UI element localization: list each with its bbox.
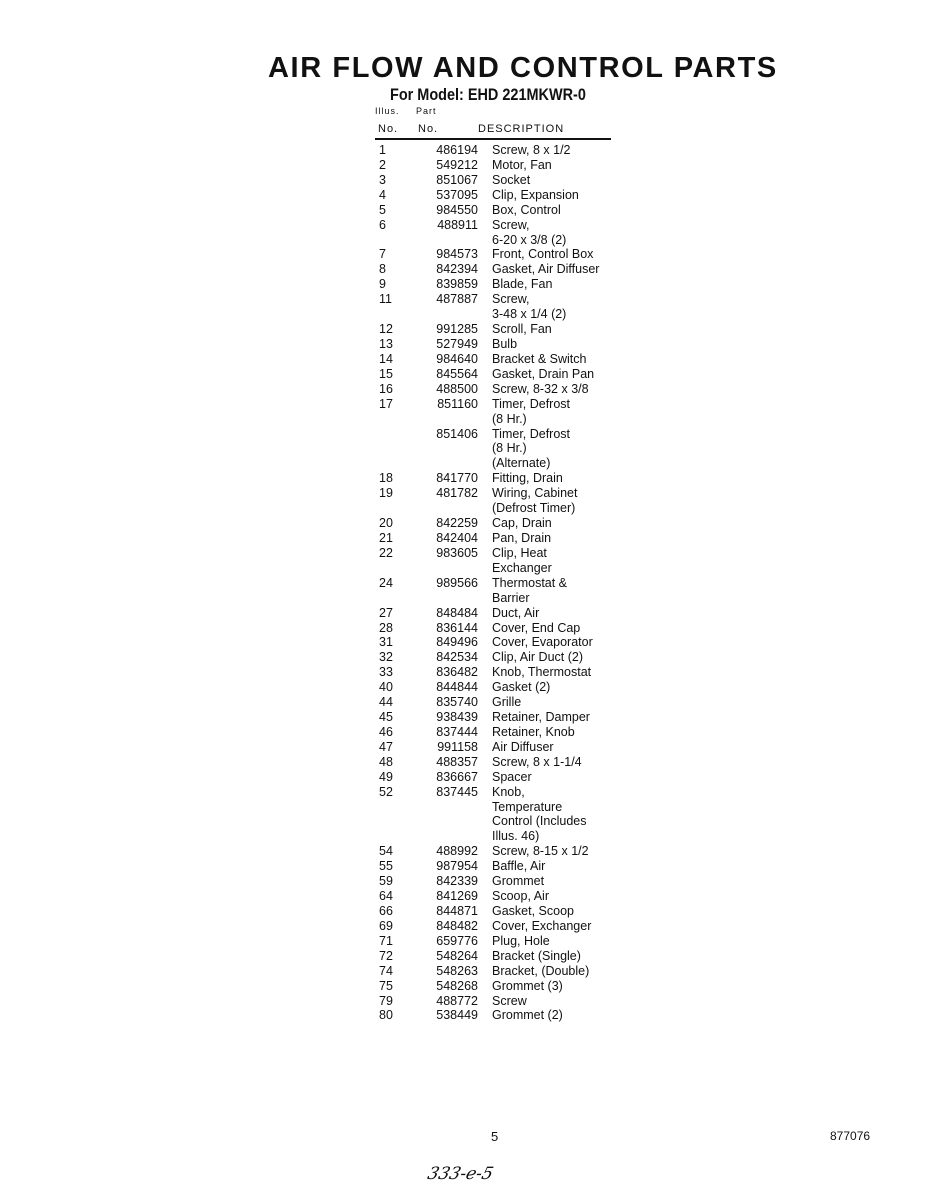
illus-number: 49 <box>379 769 393 784</box>
illus-number: 12 <box>379 322 393 337</box>
part-description: Plug, Hole <box>492 933 550 948</box>
part-number: 486194 <box>436 143 478 157</box>
part-description: Illus. 46) <box>492 829 540 844</box>
illus-number: 20 <box>379 516 393 531</box>
part-description: Cover, Exchanger <box>492 918 592 933</box>
illus-number: 21 <box>379 530 393 545</box>
table-row <box>370 292 630 307</box>
part-description: Exchanger <box>492 560 552 575</box>
table-row <box>370 173 630 188</box>
illus-number: 4 <box>379 187 386 202</box>
part-number: 848484 <box>436 605 478 620</box>
part-number: 527949 <box>436 336 478 351</box>
table-row <box>370 471 630 486</box>
table-row <box>370 844 630 859</box>
part-number: 984640 <box>436 351 478 366</box>
table-row <box>370 337 630 352</box>
part-number: 842259 <box>436 516 478 531</box>
part-description: Bracket & Switch <box>492 351 587 366</box>
part-description: Screw <box>492 993 527 1008</box>
illus-number: 16 <box>379 381 393 396</box>
part-description: Clip, Air Duct (2) <box>492 650 583 665</box>
part-number: 987954 <box>436 859 478 874</box>
illus-number: 74 <box>379 963 393 978</box>
table-row <box>370 695 630 710</box>
part-number: 841269 <box>436 889 478 904</box>
handwritten-note: 333-e-5 <box>425 1164 496 1184</box>
part-description: Socket <box>492 172 531 187</box>
illus-number: 13 <box>379 336 393 351</box>
illus-number: 19 <box>379 486 393 501</box>
part-description: Grille <box>492 695 522 710</box>
table-row <box>370 770 630 785</box>
part-description: Fitting, Drain <box>492 471 563 486</box>
part-number: 548264 <box>436 948 478 963</box>
part-description: 3-48 x 1/4 (2) <box>492 307 567 322</box>
part-description: (8 Hr.) <box>492 441 527 456</box>
illus-number: 8 <box>379 262 386 277</box>
header-part-label: Part <box>416 106 437 116</box>
table-row <box>370 352 630 367</box>
table-row-continuation <box>370 814 630 829</box>
part-description: Scoop, Air <box>492 889 549 904</box>
part-description: Cover, End Cap <box>492 620 581 635</box>
table-row <box>370 680 630 695</box>
part-number: 549212 <box>436 157 478 172</box>
illus-number: 72 <box>379 948 393 963</box>
table-row-continuation <box>370 800 630 815</box>
part-description: Duct, Air <box>492 605 540 620</box>
table-row <box>370 949 630 964</box>
illus-number: 22 <box>379 545 393 560</box>
part-description: Timer, Defrost <box>492 396 571 411</box>
illus-number: 64 <box>379 889 393 904</box>
illus-number: 69 <box>379 918 393 933</box>
illus-number: 24 <box>379 575 393 590</box>
illus-number: 6 <box>379 217 386 232</box>
part-description: Air Diffuser <box>492 739 554 754</box>
table-row <box>370 665 630 680</box>
table-row <box>370 725 630 740</box>
illus-number: 17 <box>379 396 393 411</box>
part-description: Clip, Expansion <box>492 187 579 202</box>
table-row <box>370 277 630 292</box>
table-row <box>370 919 630 934</box>
illus-number: 5 <box>379 202 386 217</box>
table-row <box>370 203 630 218</box>
part-number: 851160 <box>437 396 478 411</box>
part-number: 836482 <box>436 665 478 680</box>
header-part-no: No. <box>418 123 439 135</box>
part-description: Barrier <box>492 590 530 605</box>
table-row <box>370 247 630 262</box>
part-number: 938439 <box>436 710 478 725</box>
part-number: 842339 <box>436 874 478 889</box>
table-row <box>370 889 630 904</box>
illus-number: 1 <box>379 143 386 157</box>
table-row <box>370 546 630 561</box>
part-number: 487887 <box>436 292 478 307</box>
part-description: (Alternate) <box>492 456 551 471</box>
illus-number: 15 <box>379 366 393 381</box>
part-description: Retainer, Knob <box>492 724 575 739</box>
illus-number: 79 <box>379 993 393 1008</box>
table-row <box>370 994 630 1009</box>
part-description: Spacer <box>492 769 532 784</box>
part-description: Screw, 8 x 1-1/4 <box>492 754 582 769</box>
table-row <box>370 218 630 233</box>
document-number: 877076 <box>830 1129 871 1143</box>
illus-number: 27 <box>379 605 393 620</box>
part-number: 488357 <box>436 754 478 769</box>
part-description: Box, Control <box>492 202 561 217</box>
part-number: 488772 <box>436 993 478 1008</box>
table-row <box>370 755 630 770</box>
header-illus-label: Illus. <box>375 106 400 116</box>
part-number: 488911 <box>437 217 478 232</box>
part-number: 659776 <box>436 933 478 948</box>
part-description: Bulb <box>492 336 518 351</box>
part-description: Bracket (Single) <box>492 948 581 963</box>
part-description: Clip, Heat <box>492 545 547 560</box>
table-row <box>370 188 630 203</box>
part-number: 842404 <box>436 530 478 545</box>
part-description: Timer, Defrost <box>492 426 571 441</box>
illus-number: 48 <box>379 754 393 769</box>
page-title: AIR FLOW AND CONTROL PARTS <box>268 52 778 84</box>
table-row <box>370 874 630 889</box>
illus-number: 71 <box>379 933 393 948</box>
table-row <box>370 158 630 173</box>
part-number: 841770 <box>436 471 478 486</box>
part-description: Screw, <box>492 292 530 307</box>
table-row-continuation <box>370 441 630 456</box>
part-number: 537095 <box>436 187 478 202</box>
illus-number: 2 <box>379 157 386 172</box>
part-description: Gasket, Scoop <box>492 904 574 919</box>
illus-number: 14 <box>379 351 393 366</box>
part-description: Baffle, Air <box>492 859 546 874</box>
table-row-continuation <box>370 233 630 248</box>
part-number: 851067 <box>436 172 478 187</box>
table-row-continuation <box>370 561 630 576</box>
header-illus-no: No. <box>378 123 399 135</box>
part-description: Gasket, Air Diffuser <box>492 262 600 277</box>
table-row <box>370 397 630 412</box>
part-number: 842534 <box>436 650 478 665</box>
table-row <box>370 516 630 531</box>
part-number: 488992 <box>436 844 478 859</box>
illus-number: 18 <box>379 471 393 486</box>
part-description: Gasket, Drain Pan <box>492 366 595 381</box>
part-description: Motor, Fan <box>492 157 552 172</box>
illus-number: 54 <box>379 844 393 859</box>
table-row <box>370 1008 630 1023</box>
table-row <box>370 740 630 755</box>
table-row <box>370 143 630 158</box>
part-number: 481782 <box>436 486 478 501</box>
part-number: 989566 <box>436 575 478 590</box>
table-row <box>370 367 630 382</box>
table-row <box>370 322 630 337</box>
part-description: Pan, Drain <box>492 530 552 545</box>
illus-number: 44 <box>379 695 393 710</box>
table-row <box>370 859 630 874</box>
part-description: Screw, 8 x 1/2 <box>492 143 571 157</box>
table-row <box>370 531 630 546</box>
part-description: Wiring, Cabinet <box>492 486 578 501</box>
illus-number: 55 <box>379 859 393 874</box>
part-description: Screw, 8-32 x 3/8 <box>492 381 589 396</box>
table-row <box>370 606 630 621</box>
table-row <box>370 576 630 591</box>
part-number: 844844 <box>436 680 478 695</box>
illus-number: 28 <box>379 620 393 635</box>
part-description: Temperature <box>492 799 563 814</box>
table-row <box>370 650 630 665</box>
table-row <box>370 934 630 949</box>
part-description: Bracket, (Double) <box>492 963 590 978</box>
part-number: 845564 <box>436 366 478 381</box>
illus-number: 33 <box>379 665 393 680</box>
illus-number: 59 <box>379 874 393 889</box>
part-description: Grommet <box>492 874 545 889</box>
part-description: Cap, Drain <box>492 516 552 531</box>
table-row <box>370 486 630 501</box>
illus-number: 3 <box>379 172 386 187</box>
model-subtitle: For Model: EHD 221MKWR-0 <box>390 85 586 104</box>
parts-table <box>370 143 630 1023</box>
part-description: Screw, <box>492 217 530 232</box>
table-row <box>370 710 630 725</box>
header-description: DESCRIPTION <box>478 123 565 135</box>
part-description: (Defrost Timer) <box>492 501 576 516</box>
part-description: Knob, Thermostat <box>492 665 592 680</box>
table-row-continuation <box>370 307 630 322</box>
part-description: Scroll, Fan <box>492 322 552 337</box>
part-description: (8 Hr.) <box>492 411 527 426</box>
part-number: 851406 <box>436 426 478 441</box>
table-row-continuation <box>370 829 630 844</box>
part-description: Retainer, Damper <box>492 710 590 725</box>
illus-number: 32 <box>379 650 393 665</box>
part-description: Grommet (3) <box>492 978 563 993</box>
illus-number: 80 <box>379 1008 393 1023</box>
part-number: 488500 <box>436 381 478 396</box>
part-description: Control (Includes <box>492 814 587 829</box>
illus-number: 40 <box>379 680 393 695</box>
part-number: 842394 <box>436 262 478 277</box>
part-number: 991158 <box>437 739 478 754</box>
part-number: 837445 <box>436 784 478 799</box>
table-row <box>370 904 630 919</box>
part-number: 844871 <box>436 904 478 919</box>
part-number: 548268 <box>436 978 478 993</box>
table-row <box>370 427 630 442</box>
illus-number: 75 <box>379 978 393 993</box>
table-row <box>370 635 630 650</box>
illus-number: 66 <box>379 904 393 919</box>
part-number: 538449 <box>436 1008 478 1023</box>
illus-number: 45 <box>379 710 393 725</box>
part-description: Cover, Evaporator <box>492 635 593 650</box>
part-description: Knob, <box>492 784 525 799</box>
part-description: Front, Control Box <box>492 247 594 262</box>
part-number: 839859 <box>436 277 478 292</box>
header-divider <box>375 138 611 140</box>
illus-number: 52 <box>379 784 393 799</box>
part-description: Blade, Fan <box>492 277 553 292</box>
table-row-continuation <box>370 591 630 606</box>
table-row <box>370 979 630 994</box>
part-number: 835740 <box>436 695 478 710</box>
table-row-continuation <box>370 456 630 471</box>
table-row <box>370 382 630 397</box>
table-row <box>370 621 630 636</box>
part-number: 991285 <box>436 322 478 337</box>
illus-number: 46 <box>379 724 393 739</box>
part-number: 848482 <box>436 918 478 933</box>
table-row <box>370 785 630 800</box>
part-description: Screw, 8-15 x 1/2 <box>492 844 589 859</box>
part-description: Thermostat & <box>492 575 568 590</box>
part-number: 849496 <box>436 635 478 650</box>
part-number: 984573 <box>436 247 478 262</box>
part-description: 6-20 x 3/8 (2) <box>492 232 567 247</box>
table-row-continuation <box>370 501 630 516</box>
illus-number: 47 <box>379 739 393 754</box>
illus-number: 11 <box>379 292 392 307</box>
illus-number: 31 <box>379 635 393 650</box>
part-number: 836667 <box>436 769 478 784</box>
part-number: 984550 <box>436 202 478 217</box>
illus-number: 9 <box>379 277 386 292</box>
part-number: 836144 <box>436 620 478 635</box>
illus-number: 7 <box>379 247 386 262</box>
part-description: Grommet (2) <box>492 1008 563 1023</box>
table-row <box>370 262 630 277</box>
part-number: 837444 <box>436 724 478 739</box>
part-number: 548263 <box>436 963 478 978</box>
table-row <box>370 964 630 979</box>
part-description: Gasket (2) <box>492 680 551 695</box>
page-number: 5 <box>491 1129 499 1144</box>
table-row-continuation <box>370 412 630 427</box>
part-number: 983605 <box>436 545 478 560</box>
